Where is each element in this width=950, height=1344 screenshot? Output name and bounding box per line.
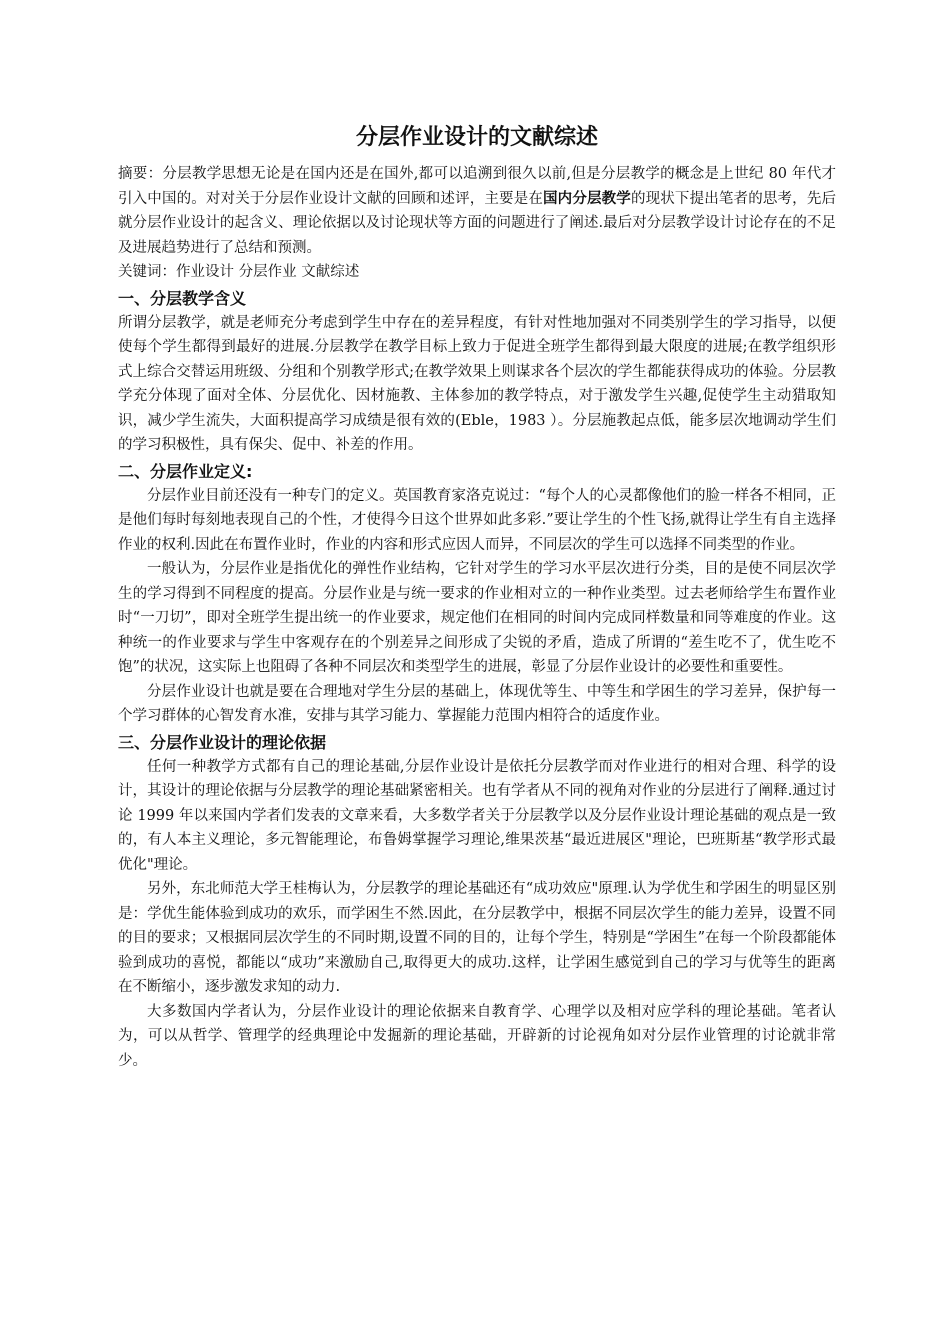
abstract-paragraph: [118, 162, 836, 260]
section-3-paragraph-3: 大多数国内学者认为，分层作业设计的理论依据来自教育学、心理学以及相对应学科的理论基础。笔者认为，可以从哲学、管理学的经典理论中发掘新的理论基础，开辟新的讨论视角如对分层作业管理的讨论就非常少。: [118, 1003, 836, 1069]
abstract-bold-text: 国内分层教学: [543, 190, 631, 207]
section-3-paragraph-2: 另外，东北师范大学王桂梅认为，分层教学的理论基础还有“成功效应"原理.认为学优生和学困生的明显区别是：学优生能体验到成功的欢乐，而学困生不然.因此，在分层教学中，根据不同层次学生的能力差异，设置不同的目的要求；又根据同层次学生的不同时期,设置不同的目的，让每个学生，特别是“学困生”在每一个阶段都能体验到成功的喜悦，都能以“成功”来激励自己,取得更大的成功.这样，让学困生感觉到自己的学习与优等生的距离在不断缩小，逐步激发求知的动力.: [118, 881, 836, 995]
document-title: 分层作业设计的文献综述: [355, 125, 598, 150]
section-2-paragraph-2: 一般认为，分层作业是指优化的弹性作业结构，它针对学生的学习水平层次进行分类，目的是使不同层次学生的学习得到不同程度的提高。分层作业是与统一要求的作业相对立的一种作业类型。过去老师给学生布置作业时“一刀切”，即对全班学生提出统一的作业要求，规定他们在相同的时间内完成同样数量和同等难度的作业。这种统一的作业要求与学生中客观存在的个别差异之间形成了尖锐的矛盾，造成了所谓的“差生吃不了，优生吃不饱”的状况，这实际上也阻碍了各种不同层次和类型学生的进展，彰显了分层作业设计的必要性和重要性。: [118, 561, 836, 675]
section-2-paragraph-1: 分层作业目前还没有一种专门的定义。英国教育家洛克说过：“每个人的心灵都像他们的脸一样各不相同，正是他们每时每刻地表现自己的个性，才使得今日这个世界如此多彩.”要让学生的个性飞扬,就得让学生有自主选择作业的权利.因此在布置作业时，作业的内容和形式应因人而异，不同层次的学生可以选择不同类型的作业。: [118, 487, 836, 553]
section-2-heading: 二、分层作业定义:: [118, 461, 253, 481]
section-2-paragraph-3: 分层作业设计也就是要在合理地对学生分层的基础上，体现优等生、中等生和学困生的学习差异，保护每一个学习群体的心智发育水准，安排与其学习能力、掌握能力范围内相符合的适度作业。: [118, 683, 836, 724]
section-1-paragraph-1: 所谓分层教学，就是老师充分考虑到学生中存在的差异程度，有针对性地加强对不同类别学生的学习指导，以便使每个学生都得到最好的进展.分层教学在教学目标上致力于促进全班学生都得到最大限度的进展;在教学组织形式上综合交替运用班级、分组和个别教学形式;在教学效果上则谋求各个层次的学生都能获得成功的体验。分层教学充分体现了面对全体、分层优化、因材施教、主体参加的教学特点，对于激发学生兴趣,促使学生主动猎取知识，减少学生流失，大面积提高学习成绩是很有效的(Eble，1983 ）。分层施教起点低，能多层次地调动学生们的学习积极性，具有保尖、促中、补差的作用。: [118, 314, 836, 453]
section-1-heading: 一、分层教学含义: [118, 288, 247, 308]
keywords-line: 关键词：作业设计 分层作业 文献综述: [118, 264, 360, 280]
abstract-text-2: 的现状下提出笔者的思考，先后就分层作业设计的起含义、理论依据以及讨论现状等方面的问题进行了阐述.最后对分层教学设计讨论存在的不足及进展趋势进行了总结和预测。: [118, 190, 836, 256]
abstract-text-1: 摘要：分层教学思想无论是在国内还是在国外,都可以追溯到很久以前,但是分层教学的概念是上世纪 80 年代才引入中国的。对对关于分层作业设计文献的回顾和述评，主要是在: [118, 166, 836, 207]
section-3-paragraph-1: 任何一种教学方式都有自己的理论基础,分层作业设计是依托分层教学而对作业进行的相对合理、科学的设计，其设计的理论依据与分层教学的理论基础紧密相关。也有学者从不同的视角对作业的分层进行了阐释.通过讨论 1999 年以来国内学者们发表的文章来看，大多数学者关于分层教学以及分层作业设计理论基础的观点是一致的，有人本主义理论，多元智能理论，布鲁姆掌握学习理论,维果茨基“最近进展区"理论，巴班斯基“教学形式最优化"理论。: [118, 758, 836, 873]
document-page: [118, 122, 836, 1073]
section-3-heading: 三、分层作业设计的理论依据: [118, 732, 327, 752]
